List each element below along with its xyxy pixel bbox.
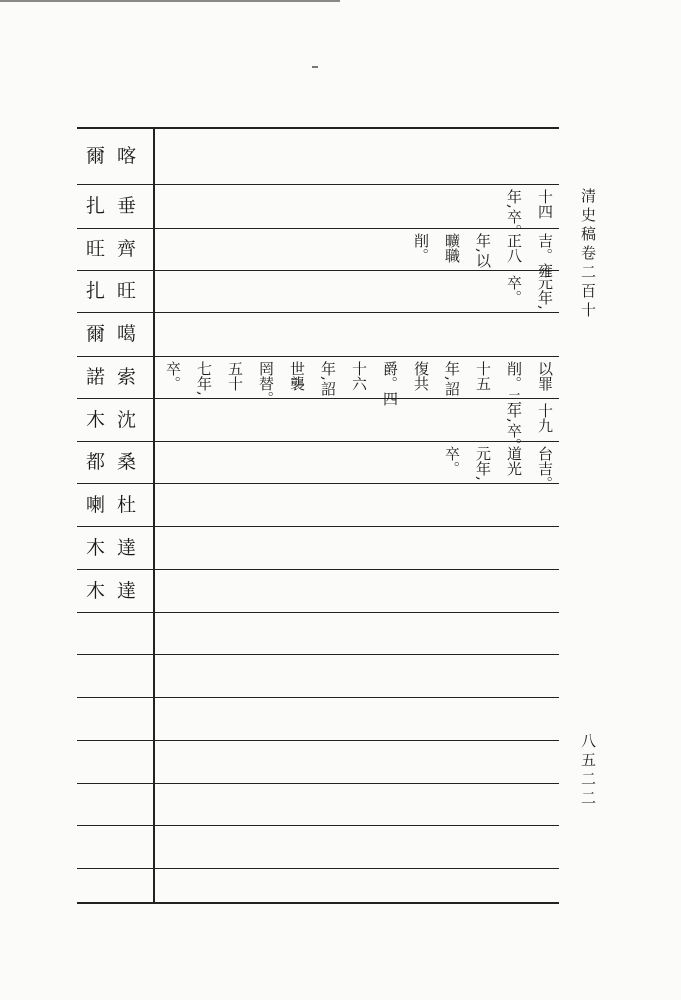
name-left-char: 都 (86, 451, 106, 473)
entry-text-column: 罔替。 (257, 361, 275, 406)
entry-text-column: 十六 (350, 361, 368, 391)
row-name (86, 452, 150, 472)
name-right-char: 噶 (117, 323, 137, 345)
name-right-char: 垂 (117, 195, 137, 217)
scan-speck (312, 66, 318, 68)
name-right-char: 桑 (117, 451, 137, 473)
name-left-char: 爾 (86, 323, 106, 345)
row-rule (77, 612, 559, 613)
row-name (86, 196, 150, 216)
row-rule (77, 356, 559, 357)
entry-text-column: 吉。雍 (536, 233, 554, 278)
row-name (86, 239, 150, 259)
name-left-char: 諾 (86, 366, 106, 388)
row-rule (77, 483, 559, 484)
entry-text-column: 年,卒。 (505, 403, 523, 453)
entry-text-column: 卒。 (164, 361, 182, 391)
name-left-char: 爾 (86, 144, 106, 167)
row-rule (77, 441, 559, 442)
row-rule (77, 526, 559, 527)
entry-text-column: 十五 (474, 361, 492, 391)
row-rule (77, 184, 559, 185)
row-rule (77, 398, 559, 399)
name-left-char: 旺 (86, 238, 106, 260)
entry-text-column: 年,卒。 (505, 189, 523, 239)
entry-text-column: 曠職 (443, 233, 461, 263)
name-right-char: 齊 (117, 238, 137, 260)
row-rule (77, 902, 559, 904)
entry-text-column: 削。二 (505, 361, 523, 406)
page-number: 八五二二 (579, 733, 597, 809)
entry-text-column: 元年, (474, 446, 492, 481)
row-rule (77, 825, 559, 826)
entry-text-column: 年,詔 (443, 361, 461, 396)
row-rule (77, 312, 559, 313)
entry-text-column: 道光 (505, 446, 523, 476)
entry-text-column: 削。 (412, 233, 430, 263)
name-right-char: 旺 (117, 280, 137, 302)
entry-text-column: 十四 (536, 189, 554, 219)
entry-text-column: 復共 (412, 361, 430, 391)
name-left-char: 扎 (86, 280, 106, 302)
row-name (86, 367, 150, 387)
entry-text-column: 卒。 (443, 446, 461, 476)
row-name (86, 495, 150, 515)
name-left-char: 木 (86, 579, 106, 602)
row-name (86, 146, 150, 166)
entry-text-column: 世襲 (288, 361, 306, 391)
name-right-char: 達 (117, 579, 137, 602)
entry-text-column: 十九 (536, 403, 554, 433)
name-right-char: 杜 (117, 493, 137, 516)
entry-text-column: 元年, (536, 275, 554, 310)
name-left-char: 木 (86, 536, 106, 559)
row-rule (77, 868, 559, 869)
entry-text-column: 七年, (195, 361, 213, 396)
entry-text-column: 年,詔 (319, 361, 337, 396)
row-name (86, 281, 150, 301)
scan-edge-line (0, 0, 340, 2)
row-name (86, 538, 150, 558)
entry-text-column: 年,以 (474, 233, 492, 268)
row-rule (77, 270, 559, 271)
name-left-char: 扎 (86, 195, 106, 217)
row-rule (77, 569, 559, 570)
name-right-char: 沈 (117, 408, 137, 431)
name-column-divider (153, 127, 155, 902)
entry-text-column: 台吉。 (536, 446, 554, 491)
name-right-char: 索 (117, 366, 137, 388)
row-rule (77, 127, 559, 129)
row-rule (77, 228, 559, 229)
row-rule (77, 783, 559, 784)
name-right-char: 達 (117, 536, 137, 559)
entry-text-column: 爵。四 (381, 361, 399, 406)
row-name (86, 581, 150, 601)
name-right-char: 喀 (117, 144, 137, 167)
entry-text-column: 卒。 (505, 275, 523, 305)
entry-text-column: 以罪 (536, 361, 554, 391)
row-name (86, 410, 150, 430)
row-rule (77, 654, 559, 655)
row-rule (77, 697, 559, 698)
book-title: 清史稿卷二百十 (579, 188, 597, 321)
name-left-char: 木 (86, 408, 106, 431)
entry-text-column: 五十 (226, 361, 244, 391)
entry-text-column: 正八 (505, 233, 523, 263)
row-name (86, 324, 150, 344)
name-left-char: 喇 (86, 493, 106, 516)
row-rule (77, 740, 559, 741)
